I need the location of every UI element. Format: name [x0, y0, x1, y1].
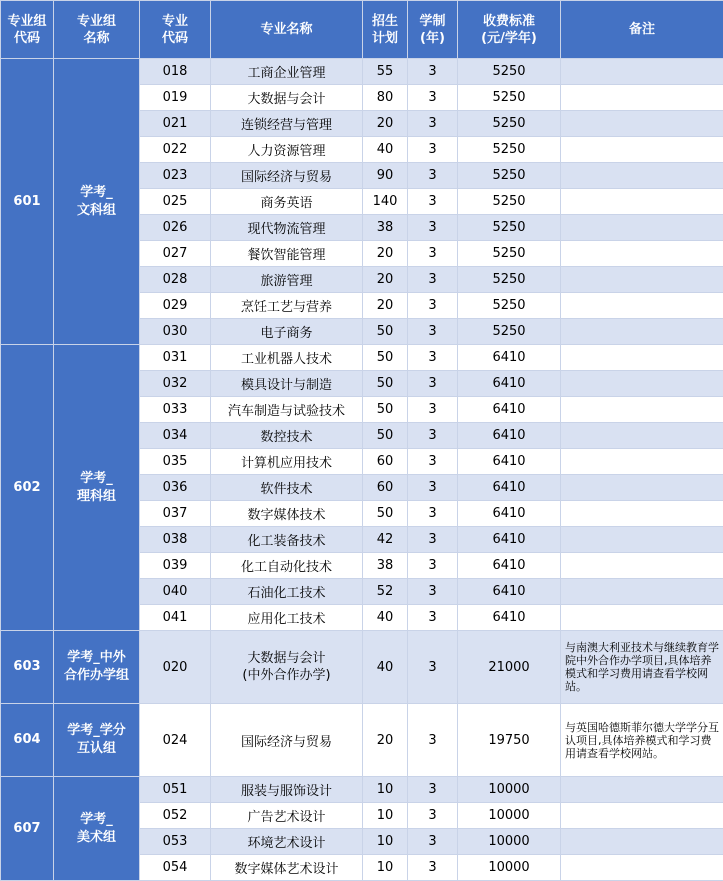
years-cell: 3 [408, 553, 458, 579]
years-cell: 3 [408, 501, 458, 527]
years-cell: 3 [408, 829, 458, 855]
quota-cell: 10 [363, 803, 408, 829]
header-row [1, 1, 723, 59]
years-cell: 3 [408, 59, 458, 85]
group-code-cell: 604 [1, 704, 54, 777]
major-name-cell: 数控技术 [211, 423, 363, 449]
quota-cell: 20 [363, 111, 408, 137]
remark-cell [561, 855, 723, 881]
remark-cell [561, 215, 723, 241]
quota-cell: 20 [363, 267, 408, 293]
years-cell: 3 [408, 397, 458, 423]
table-row [1, 704, 723, 777]
major-code-cell: 035 [140, 449, 211, 475]
fee-cell: 6410 [458, 501, 561, 527]
group-name-cell: 学考_ 理科组 [54, 345, 140, 631]
years-cell: 3 [408, 527, 458, 553]
fee-cell: 5250 [458, 241, 561, 267]
years-cell: 3 [408, 605, 458, 631]
remark-cell [561, 85, 723, 111]
major-name-cell: 环境艺术设计 [211, 829, 363, 855]
major-name-cell: 旅游管理 [211, 267, 363, 293]
fee-cell: 6410 [458, 371, 561, 397]
major-name-cell: 服装与服饰设计 [211, 777, 363, 803]
major-name-cell: 商务英语 [211, 189, 363, 215]
header-major-name: 专业名称 [211, 1, 363, 59]
major-code-cell: 053 [140, 829, 211, 855]
major-code-cell: 039 [140, 553, 211, 579]
major-name-cell: 数字媒体技术 [211, 501, 363, 527]
group-name-cell: 学考_ 美术组 [54, 777, 140, 881]
header-major-code: 专业 代码 [140, 1, 211, 59]
years-cell: 3 [408, 579, 458, 605]
group-name-cell: 学考_中外 合作办学组 [54, 631, 140, 704]
remark-cell [561, 345, 723, 371]
major-name-cell: 数字媒体艺术设计 [211, 855, 363, 881]
remark-cell [561, 319, 723, 345]
fee-cell: 6410 [458, 345, 561, 371]
major-code-cell: 034 [140, 423, 211, 449]
major-name-cell: 计算机应用技术 [211, 449, 363, 475]
fee-cell: 5250 [458, 59, 561, 85]
quota-cell: 80 [363, 85, 408, 111]
table-row [1, 631, 723, 704]
header-quota: 招生 计划 [363, 1, 408, 59]
fee-cell: 5250 [458, 137, 561, 163]
major-code-cell: 021 [140, 111, 211, 137]
group-code-cell: 602 [1, 345, 54, 631]
major-name-cell: 化工自动化技术 [211, 553, 363, 579]
quota-cell: 10 [363, 855, 408, 881]
major-name-cell: 汽车制造与试验技术 [211, 397, 363, 423]
years-cell: 3 [408, 345, 458, 371]
major-code-cell: 023 [140, 163, 211, 189]
years-cell: 3 [408, 371, 458, 397]
major-name-cell: 广告艺术设计 [211, 803, 363, 829]
fee-cell: 5250 [458, 215, 561, 241]
major-code-cell: 036 [140, 475, 211, 501]
major-name-cell: 国际经济与贸易 [211, 704, 363, 777]
years-cell: 3 [408, 803, 458, 829]
quota-cell: 40 [363, 137, 408, 163]
years-cell: 3 [408, 423, 458, 449]
major-code-cell: 038 [140, 527, 211, 553]
quota-cell: 10 [363, 777, 408, 803]
table-row [1, 59, 723, 85]
major-name-cell: 现代物流管理 [211, 215, 363, 241]
years-cell: 3 [408, 241, 458, 267]
quota-cell: 55 [363, 59, 408, 85]
years-cell: 3 [408, 319, 458, 345]
major-name-cell: 国际经济与贸易 [211, 163, 363, 189]
major-name-cell: 大数据与会计 [211, 85, 363, 111]
quota-cell: 10 [363, 829, 408, 855]
fee-cell: 5250 [458, 267, 561, 293]
fee-cell: 10000 [458, 855, 561, 881]
major-code-cell: 051 [140, 777, 211, 803]
remark-cell [561, 803, 723, 829]
remark-cell [561, 501, 723, 527]
quota-cell: 50 [363, 423, 408, 449]
remark-cell [561, 111, 723, 137]
major-name-cell: 软件技术 [211, 475, 363, 501]
remark-cell [561, 163, 723, 189]
years-cell: 3 [408, 449, 458, 475]
quota-cell: 50 [363, 371, 408, 397]
quota-cell: 50 [363, 319, 408, 345]
remark-cell [561, 293, 723, 319]
major-code-cell: 052 [140, 803, 211, 829]
major-name-cell: 烹饪工艺与营养 [211, 293, 363, 319]
major-name-cell: 工业机器人技术 [211, 345, 363, 371]
major-name-cell: 大数据与会计 (中外合作办学) [211, 631, 363, 704]
years-cell: 3 [408, 293, 458, 319]
fee-cell: 6410 [458, 475, 561, 501]
quota-cell: 20 [363, 704, 408, 777]
group-code-cell: 601 [1, 59, 54, 345]
years-cell: 3 [408, 111, 458, 137]
quota-cell: 50 [363, 397, 408, 423]
major-code-cell: 033 [140, 397, 211, 423]
quota-cell: 20 [363, 293, 408, 319]
fee-cell: 6410 [458, 527, 561, 553]
fee-cell: 6410 [458, 553, 561, 579]
major-code-cell: 025 [140, 189, 211, 215]
remark-cell [561, 605, 723, 631]
remark-cell [561, 829, 723, 855]
major-name-cell: 石油化工技术 [211, 579, 363, 605]
remark-cell [561, 423, 723, 449]
quota-cell: 38 [363, 553, 408, 579]
major-code-cell: 032 [140, 371, 211, 397]
quota-cell: 20 [363, 241, 408, 267]
remark-cell [561, 137, 723, 163]
remark-cell [561, 553, 723, 579]
remark-cell [561, 777, 723, 803]
remark-cell [561, 267, 723, 293]
quota-cell: 60 [363, 449, 408, 475]
fee-cell: 6410 [458, 579, 561, 605]
years-cell: 3 [408, 85, 458, 111]
years-cell: 3 [408, 777, 458, 803]
years-cell: 3 [408, 631, 458, 704]
fee-cell: 10000 [458, 803, 561, 829]
header-years: 学制 (年) [408, 1, 458, 59]
major-code-cell: 041 [140, 605, 211, 631]
major-name-cell: 模具设计与制造 [211, 371, 363, 397]
major-code-cell: 040 [140, 579, 211, 605]
quota-cell: 60 [363, 475, 408, 501]
table-body [1, 59, 723, 881]
years-cell: 3 [408, 267, 458, 293]
header-group-name: 专业组 名称 [54, 1, 140, 59]
years-cell: 3 [408, 855, 458, 881]
major-name-cell: 连锁经营与管理 [211, 111, 363, 137]
major-code-cell: 024 [140, 704, 211, 777]
major-code-cell: 026 [140, 215, 211, 241]
quota-cell: 90 [363, 163, 408, 189]
quota-cell: 38 [363, 215, 408, 241]
fee-cell: 10000 [458, 777, 561, 803]
major-code-cell: 019 [140, 85, 211, 111]
remark-cell [561, 241, 723, 267]
group-code-cell: 607 [1, 777, 54, 881]
quota-cell: 42 [363, 527, 408, 553]
fee-cell: 6410 [458, 605, 561, 631]
major-code-cell: 037 [140, 501, 211, 527]
group-name-cell: 学考_学分 互认组 [54, 704, 140, 777]
major-code-cell: 031 [140, 345, 211, 371]
major-name-cell: 化工装备技术 [211, 527, 363, 553]
table-row [1, 345, 723, 371]
header-remark: 备注 [561, 1, 723, 59]
major-code-cell: 020 [140, 631, 211, 704]
years-cell: 3 [408, 475, 458, 501]
years-cell: 3 [408, 137, 458, 163]
major-code-cell: 054 [140, 855, 211, 881]
fee-cell: 5250 [458, 189, 561, 215]
remark-cell [561, 475, 723, 501]
fee-cell: 5250 [458, 111, 561, 137]
quota-cell: 50 [363, 345, 408, 371]
remark-cell [561, 397, 723, 423]
major-code-cell: 022 [140, 137, 211, 163]
table-row [1, 777, 723, 803]
quota-cell: 52 [363, 579, 408, 605]
years-cell: 3 [408, 215, 458, 241]
remark-cell [561, 449, 723, 475]
remark-cell [561, 371, 723, 397]
quota-cell: 50 [363, 501, 408, 527]
group-code-cell: 603 [1, 631, 54, 704]
fee-cell: 10000 [458, 829, 561, 855]
years-cell: 3 [408, 704, 458, 777]
fee-cell: 6410 [458, 423, 561, 449]
remark-cell [561, 579, 723, 605]
group-name-cell: 学考_ 文科组 [54, 59, 140, 345]
major-code-cell: 027 [140, 241, 211, 267]
header-group-code: 专业组 代码 [1, 1, 54, 59]
years-cell: 3 [408, 163, 458, 189]
remark-cell: 与英国哈德斯菲尔德大学学分互认项目,具体培养模式和学习费用请查看学校网站。 [561, 704, 723, 777]
header-fee: 收费标准 (元/学年) [458, 1, 561, 59]
fee-cell: 19750 [458, 704, 561, 777]
remark-cell: 与南澳大利亚技术与继续教育学院中外合作办学项目,具体培养模式和学习费用请查看学校网站。 [561, 631, 723, 704]
fee-cell: 5250 [458, 319, 561, 345]
major-code-cell: 029 [140, 293, 211, 319]
remark-cell [561, 59, 723, 85]
quota-cell: 40 [363, 605, 408, 631]
fee-cell: 5250 [458, 293, 561, 319]
years-cell: 3 [408, 189, 458, 215]
quota-cell: 40 [363, 631, 408, 704]
major-name-cell: 人力资源管理 [211, 137, 363, 163]
major-code-cell: 028 [140, 267, 211, 293]
major-name-cell: 应用化工技术 [211, 605, 363, 631]
fee-cell: 21000 [458, 631, 561, 704]
major-name-cell: 工商企业管理 [211, 59, 363, 85]
major-code-cell: 030 [140, 319, 211, 345]
fee-cell: 5250 [458, 163, 561, 189]
major-name-cell: 电子商务 [211, 319, 363, 345]
major-name-cell: 餐饮智能管理 [211, 241, 363, 267]
quota-cell: 140 [363, 189, 408, 215]
remark-cell [561, 189, 723, 215]
remark-cell [561, 527, 723, 553]
major-code-cell: 018 [140, 59, 211, 85]
fee-cell: 6410 [458, 449, 561, 475]
fee-cell: 6410 [458, 397, 561, 423]
fee-cell: 5250 [458, 85, 561, 111]
